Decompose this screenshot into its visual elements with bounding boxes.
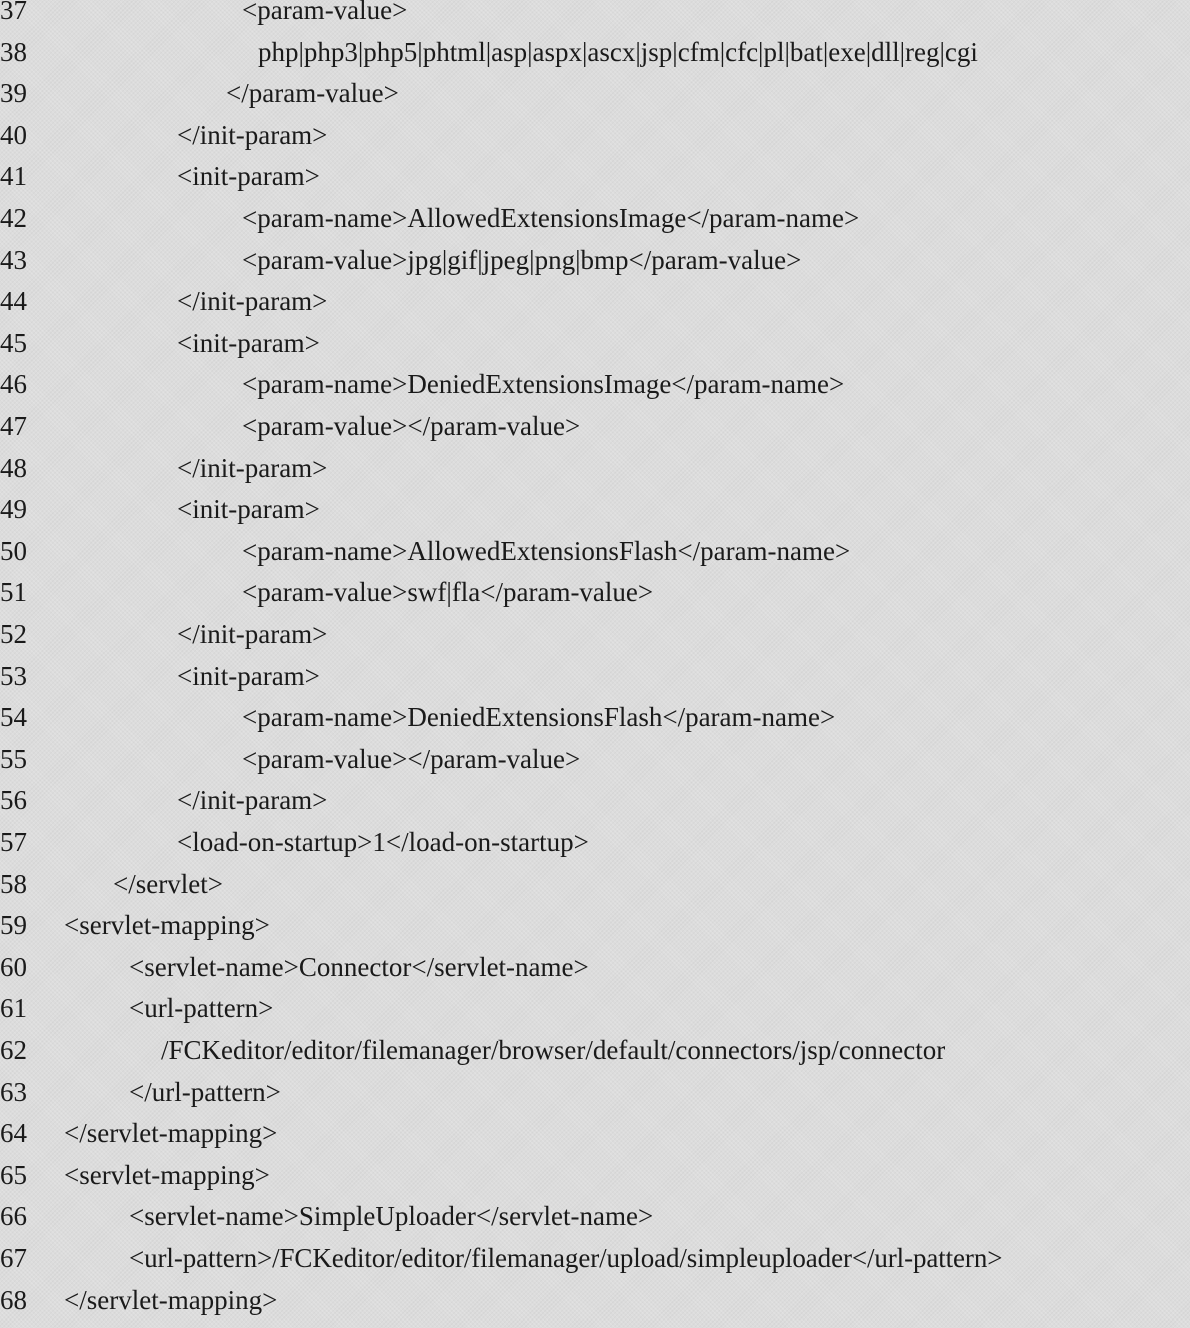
code-line bbox=[0, 868, 1190, 913]
code-text: <param-name>AllowedExtensionsImage</param-name> bbox=[242, 203, 860, 233]
line-number: 55 bbox=[0, 743, 27, 774]
code-text: <param-value> bbox=[242, 0, 408, 25]
code-text: <init-param> bbox=[177, 161, 320, 192]
code-line bbox=[0, 660, 1190, 705]
code-line bbox=[0, 327, 1190, 372]
line-number: 56 bbox=[0, 785, 27, 816]
line-number: 59 bbox=[0, 910, 27, 941]
code-line bbox=[0, 205, 1190, 247]
code-line bbox=[0, 621, 1190, 663]
code-line bbox=[0, 829, 1190, 871]
line-number: 49 bbox=[0, 494, 27, 525]
line-number: 39 bbox=[0, 78, 27, 109]
code-text: <servlet-mapping> bbox=[64, 910, 270, 941]
code-line bbox=[0, 413, 1190, 455]
line-number: 44 bbox=[0, 286, 27, 317]
code-text: <param-value></param-value> bbox=[242, 411, 581, 441]
code-line bbox=[0, 1284, 1190, 1328]
code-text: <param-value></param-value> bbox=[242, 743, 581, 774]
code-text: <param-value>jpg|gif|jpeg|png|bmp</param-value> bbox=[242, 244, 802, 275]
line-number: 67 bbox=[0, 1243, 27, 1273]
code-line bbox=[0, 496, 1190, 538]
line-number: 42 bbox=[0, 203, 27, 233]
code-line bbox=[0, 119, 1190, 164]
line-number: 54 bbox=[0, 702, 27, 733]
code-line bbox=[0, 1120, 1190, 1162]
line-number: 37 bbox=[0, 0, 27, 25]
code-line bbox=[0, 579, 1190, 621]
code-line bbox=[0, 80, 1190, 122]
line-number: 63 bbox=[0, 1076, 27, 1107]
code-text: </servlet-mapping> bbox=[64, 1118, 278, 1149]
code-text: php|php3|php5|phtml|asp|aspx|ascx|jsp|cfm|cfc|pl|bat|exe|dll|reg|cgi bbox=[258, 36, 978, 67]
code-text: <url-pattern>/FCKeditor/editor/filemanager/upload/simpleuploader</url-pattern> bbox=[129, 1243, 1003, 1273]
code-text: </servlet-mapping> bbox=[64, 1284, 278, 1315]
code-text: /FCKeditor/editor/filemanager/browser/default/connectors/jsp/connector bbox=[161, 1035, 946, 1065]
code-line bbox=[0, 535, 1190, 580]
code-text: <param-name>AllowedExtensionsFlash</param-name> bbox=[242, 535, 851, 566]
line-number: 68 bbox=[0, 1284, 27, 1315]
line-number: 51 bbox=[0, 577, 27, 608]
code-text: <param-name>DeniedExtensionsFlash</param-name> bbox=[242, 702, 836, 733]
code-text: </init-param> bbox=[177, 119, 328, 150]
code-text: </init-param> bbox=[177, 452, 328, 483]
code-line bbox=[0, 1037, 1190, 1079]
code-line bbox=[0, 1159, 1190, 1204]
line-number: 48 bbox=[0, 452, 27, 483]
code-text: <init-param> bbox=[177, 660, 320, 691]
code-text: </init-param> bbox=[177, 619, 328, 649]
code-line bbox=[0, 36, 1190, 81]
code-text: <param-name>DeniedExtensionsImage</param-name> bbox=[242, 369, 845, 400]
line-number: 50 bbox=[0, 535, 27, 566]
code-line bbox=[0, 704, 1190, 746]
line-number: 64 bbox=[0, 1118, 27, 1149]
code-line bbox=[0, 912, 1190, 954]
line-number: 66 bbox=[0, 1201, 27, 1232]
code-text: </init-param> bbox=[177, 785, 328, 816]
code-text: <servlet-name>SimpleUploader</servlet-name> bbox=[129, 1201, 654, 1232]
line-number: 41 bbox=[0, 161, 27, 192]
code-text: <init-param> bbox=[177, 327, 320, 358]
code-line bbox=[0, 288, 1190, 330]
line-number: 46 bbox=[0, 369, 27, 400]
line-number: 58 bbox=[0, 868, 27, 899]
line-number: 60 bbox=[0, 951, 27, 982]
code-text: </servlet> bbox=[113, 868, 223, 899]
code-text: </param-value> bbox=[226, 78, 399, 109]
line-number: 65 bbox=[0, 1159, 27, 1190]
line-number: 61 bbox=[0, 993, 27, 1024]
code-text: <servlet-name>Connector</servlet-name> bbox=[129, 951, 589, 982]
code-line bbox=[0, 787, 1190, 829]
line-number: 38 bbox=[0, 36, 27, 67]
code-text: <servlet-mapping> bbox=[64, 1159, 270, 1190]
code-line bbox=[0, 452, 1190, 497]
code-line bbox=[0, 244, 1190, 289]
line-number: 62 bbox=[0, 1035, 27, 1065]
line-number: 45 bbox=[0, 327, 27, 358]
line-number: 53 bbox=[0, 660, 27, 691]
code-line bbox=[0, 1203, 1190, 1245]
code-text: <param-value>swf|fla</param-value> bbox=[242, 577, 654, 608]
line-number: 40 bbox=[0, 119, 27, 150]
code-line bbox=[0, 1076, 1190, 1121]
code-text: <url-pattern> bbox=[129, 993, 274, 1024]
code-line bbox=[0, 743, 1190, 788]
code-line bbox=[0, 0, 1190, 39]
code-line bbox=[0, 951, 1190, 996]
code-line bbox=[0, 995, 1190, 1037]
code-text: </url-pattern> bbox=[129, 1076, 281, 1107]
code-text: <init-param> bbox=[177, 494, 320, 525]
code-text: </init-param> bbox=[177, 286, 328, 317]
line-number: 57 bbox=[0, 827, 27, 857]
code-line bbox=[0, 1245, 1190, 1287]
code-line bbox=[0, 371, 1190, 413]
line-number: 43 bbox=[0, 244, 27, 275]
code-text: <load-on-startup>1</load-on-startup> bbox=[177, 827, 589, 857]
code-line bbox=[0, 163, 1190, 205]
line-number: 52 bbox=[0, 619, 27, 649]
line-number: 47 bbox=[0, 411, 27, 441]
